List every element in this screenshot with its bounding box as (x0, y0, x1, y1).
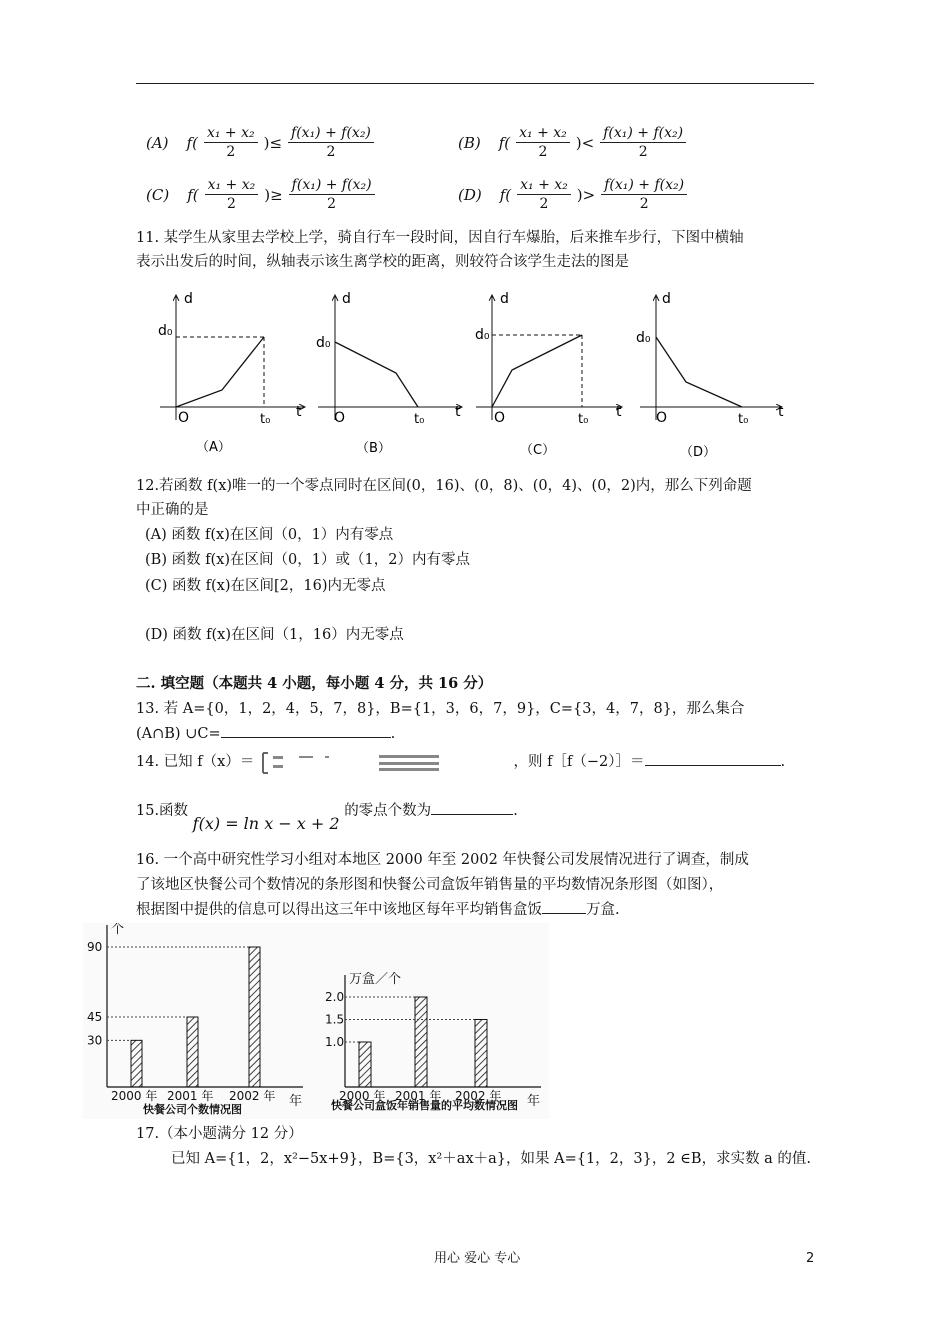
label-t0: t₀ (578, 412, 589, 427)
answer-blank (221, 723, 391, 738)
denominator: 2 (639, 196, 649, 212)
fraction (204, 124, 258, 161)
y-axis-label: 个 (111, 923, 125, 937)
numerator: f(x₁) + f(x₂) (288, 124, 374, 143)
q11-line1: 11. 某学生从家里去学校上学，骑自行车一段时间，因自行车爆胎，后来推车步行，下图中横轴 (136, 230, 744, 246)
y-tick-label: 30 (87, 1033, 103, 1048)
numerator: f(x₁) + f(x₂) (289, 176, 375, 195)
option-label: (B) (458, 133, 481, 152)
q15-formula: f(x) = ln x − x + 2 (192, 814, 340, 833)
fraction (517, 176, 571, 213)
axis-label-d: d (184, 291, 193, 307)
q14-line (136, 749, 785, 775)
chart-company-count (87, 923, 303, 1116)
denominator: 2 (327, 196, 337, 212)
y-tick-label: 90 (87, 940, 103, 954)
answer-blank (645, 751, 781, 766)
axis-label-d: d (662, 291, 671, 307)
label-t0: t₀ (738, 412, 749, 427)
label-origin: O (656, 410, 668, 426)
q11-graphs (150, 285, 800, 465)
graph-C (475, 291, 622, 458)
q14-text: 14. 已知 f（x）＝ (136, 754, 255, 770)
option-label: (C) (146, 185, 170, 204)
y-tick-label: 45 (87, 1010, 103, 1024)
q16-end: 万盒. (586, 902, 620, 918)
formula-part: f( (187, 185, 199, 204)
label-d0: d₀ (475, 327, 490, 343)
option-10-D (458, 176, 689, 213)
q16-line1: 16. 一个高中研究性学习小组对本地区 2000 年至 2002 年快餐公司发展情况进行了调查，制成 (136, 852, 749, 868)
x-tick-label: 2000 年 (111, 1089, 158, 1103)
option-10-B (458, 124, 688, 161)
x-tick-label: 2001 年 (167, 1089, 214, 1103)
q12-option-C: (C) 函数 f(x)在区间[2，16)内无零点 (145, 578, 386, 594)
denominator: 2 (226, 144, 236, 160)
q12-option-B: (B) 函数 f(x)在区间（0，1）或（1，2）内有零点 (145, 552, 470, 568)
q15-line (136, 799, 518, 833)
formula-part: f( (186, 133, 198, 152)
fraction (601, 176, 687, 213)
axis-label-t: t (616, 404, 622, 420)
label-origin: O (494, 410, 506, 426)
label-origin: O (334, 410, 346, 426)
q12-line1: 12.若函数 f(x)唯一的一个零点同时在区间(0，16)、(0，8)、(0，4)、(0，2)内，那么下列命题 (136, 478, 752, 494)
label-origin: O (178, 410, 190, 426)
q17-body: 已知 A={1，2，x²−5x+9}，B={3，x²＋ax＋a}，如果 A={1，2，3}，2 ∈B，求实数 a 的值. (171, 1151, 812, 1167)
option-label: (D) (458, 185, 482, 204)
caption-D: （D） (680, 445, 717, 460)
fraction (288, 124, 374, 161)
axis-label-t: t (296, 404, 302, 420)
numerator: x₁ + x₂ (204, 124, 258, 143)
answer-blank (431, 800, 513, 815)
bar (359, 1042, 371, 1087)
numerator: x₁ + x₂ (205, 176, 259, 195)
y-axis-label: 万盒／个 (349, 972, 402, 987)
chart-title: 快餐公司个数情况图 (143, 1103, 242, 1116)
q13-line2 (136, 723, 395, 745)
formula-part: f( (498, 133, 511, 152)
axis-label-t: t (455, 404, 461, 420)
q16-line3 (136, 899, 620, 921)
chart-avg-sales (325, 972, 541, 1112)
q14-text2: ，则 f［f（−2）］＝ (513, 754, 645, 770)
page-number: 2 (806, 1251, 815, 1266)
y-tick-label: 1.0 (325, 1035, 345, 1049)
numerator: x₁ + x₂ (516, 124, 570, 143)
axis-label-d: d (500, 291, 509, 307)
bar (187, 1017, 198, 1087)
caption-B: （B） (356, 441, 391, 456)
fraction (205, 176, 259, 213)
relation: )≤ (263, 133, 283, 152)
graph-D (636, 291, 784, 460)
q15-text: 15.函数 (136, 803, 189, 819)
q15-text2: 的零点个数为 (344, 803, 432, 819)
x-tick-label: 2002 年 (229, 1089, 276, 1103)
numerator: f(x₁) + f(x₂) (600, 124, 686, 143)
q13-line1: 13. 若 A={0，1，2，4，5，7，8}，B={1，3，6，7，9}，C={3，4，7，8}，那么集合 (136, 701, 745, 717)
numerator: x₁ + x₂ (517, 176, 571, 195)
relation: )≥ (264, 185, 283, 204)
answer-blank (542, 899, 586, 914)
denominator: 2 (538, 144, 548, 160)
option-10-A (146, 124, 376, 161)
bar (131, 1040, 142, 1087)
q12-line2: 中正确的是 (136, 502, 209, 518)
chart-title: 快餐公司盒饭年销售量的平均数情况图 (331, 1099, 518, 1112)
axis-label-d: d (342, 291, 351, 307)
caption-C: （C） (520, 443, 556, 458)
q16-text: 根据图中提供的信息可以得出这三年中该地区每年平均销售盒饭 (136, 902, 542, 918)
graph-A (158, 291, 305, 455)
fraction (516, 124, 570, 161)
denominator: 2 (226, 196, 236, 212)
x-tick-label: 2000 年 (339, 1089, 386, 1103)
q17-head: 17.（本小题满分 12 分） (136, 1126, 303, 1142)
denominator: 2 (638, 144, 648, 160)
formula-part: f( (499, 185, 512, 204)
x-tick-label: 2001 年 (395, 1089, 442, 1103)
label-d0: d₀ (636, 330, 651, 346)
q12-option-A: (A) 函数 f(x)在区间（0，1）内有零点 (145, 527, 394, 543)
q11-line2: 表示出发后的时间，纵轴表示该生离学校的距离，则较符合该学生走法的图是 (136, 254, 629, 270)
x-axis-label: 年 (289, 1094, 303, 1109)
label-d0: d₀ (158, 323, 173, 339)
caption-A: （A） (196, 440, 231, 455)
section-heading: 二. 填空题（本题共 4 小题，每小题 4 分，共 16 分） (136, 675, 493, 692)
y-tick-label: 2.0 (325, 990, 345, 1004)
label-t0: t₀ (260, 412, 271, 427)
fraction (600, 124, 686, 161)
bar-charts (83, 923, 549, 1119)
axis-label-t: t (778, 404, 784, 420)
y-tick-label: 1.5 (325, 1012, 345, 1027)
numerator: f(x₁) + f(x₂) (601, 176, 687, 195)
relation: )> (576, 185, 596, 204)
q13-end: . (390, 726, 396, 742)
piecewise-formula-image (259, 749, 509, 775)
label-d0: d₀ (316, 335, 331, 351)
q16-line2: 了该地区快餐公司个数情况的条形图和快餐公司盒饭年销售量的平均数情况条形图（如图）， (136, 877, 724, 893)
label-t0: t₀ (414, 412, 425, 427)
q14-end: . (780, 754, 786, 770)
q12-option-D: (D) 函数 f(x)在区间（1，16）内无零点 (145, 627, 404, 643)
q13-text: (A∩B) ∪C= (136, 726, 221, 742)
graph-B (316, 291, 462, 456)
denominator: 2 (326, 144, 336, 160)
q15-end: . (513, 803, 518, 819)
x-axis-label: 年 (527, 1094, 541, 1109)
x-tick-label: 2002 年 (455, 1089, 502, 1103)
bar (415, 997, 427, 1087)
bar (249, 947, 260, 1087)
bar (475, 1020, 487, 1088)
denominator: 2 (539, 196, 549, 212)
fraction (289, 176, 375, 213)
footer-center: 用心 爱心 专心 (434, 1251, 521, 1266)
header-rule (136, 83, 814, 84)
relation: )< (575, 133, 595, 152)
option-label: (A) (146, 133, 169, 152)
option-10-C (146, 176, 377, 213)
